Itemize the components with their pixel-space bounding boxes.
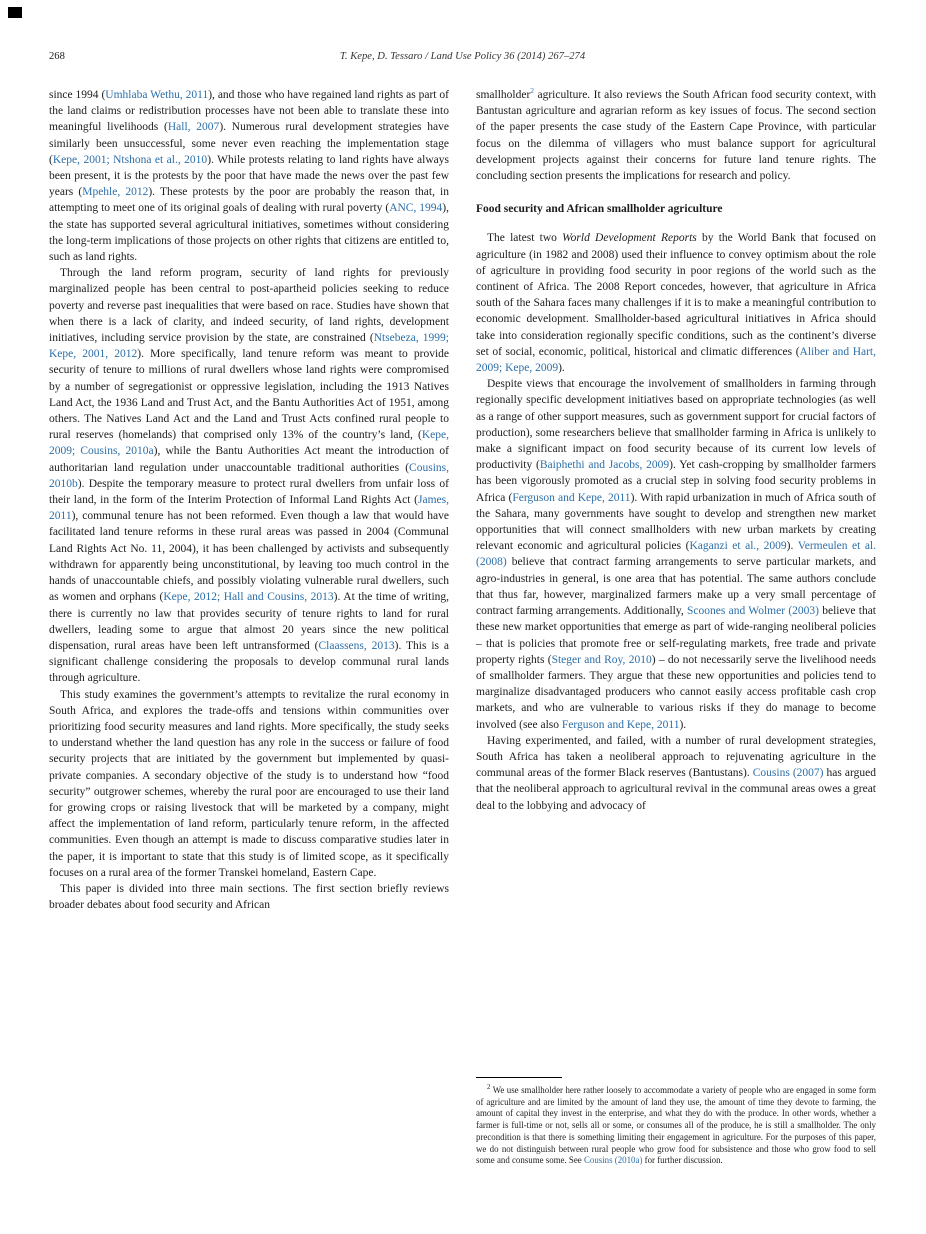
paragraph — [476, 733, 876, 814]
citation-link[interactable]: Scoones and Wolmer (2003) — [687, 605, 819, 618]
paragraph — [476, 230, 876, 376]
text-run: ). With rapid urbanization in much of Africa south of the Sahara, many governments have sought to develop and strengthen new market opportunities that will connect smallholders with new urban markets by creating relevant economic and agricultural policies ( — [476, 491, 876, 553]
text-run: ). — [558, 362, 565, 375]
text-run: agriculture. It also reviews the South African food security context, with Bantustan agriculture and agrarian reform as key issues of focus. The second section of the paper presents the case study of the Eastern Cape Province, with particular focus on the dilemma of villagers who must balance support for agricultural development projects against their concerns for future land tenure rights. The concluding section presents the implications for research and policy. — [476, 89, 876, 183]
italic-title: World Development Reports — [562, 232, 697, 245]
text-run: ), communal tenure has not been reformed. Even though a law that would have facilitated land tenure reforms in these rural areas was passed in 2004 (Communal Land Rights Act No. 11, 2004), it has been challenged by activists and subsequently withdrawn for apparently being unconstitutional, by leaving too much control in the hands of unaccountable chiefs, and possibly violating vulnerable rural dwellers, such as women and orphans ( — [49, 510, 449, 604]
citation-link[interactable]: Ferguson and Kepe, 2011 — [561, 718, 680, 731]
paragraph — [49, 881, 449, 913]
text-run: ). — [679, 718, 687, 731]
citation-link[interactable]: ANC, 1994 — [389, 202, 443, 215]
citation-link[interactable]: Kepe, 2009; Cousins, 2010a — [49, 429, 449, 458]
paragraph — [49, 87, 449, 265]
text-run: ). At the time of writing, there is currently no law that provides security of tenure rights to land for rural dwellers, leading some to argue that almost 20 years since the new political dispensation, rural areas have been left untransformed ( — [49, 591, 450, 652]
paragraph — [476, 376, 876, 732]
right-column — [476, 87, 876, 1167]
footnote-body — [476, 1085, 876, 1165]
citation-link[interactable]: James, 2011 — [49, 494, 449, 523]
citation-link[interactable]: Mpehle, 2012 — [82, 186, 149, 199]
citation-link[interactable]: Vermeulen et al. (2008) — [476, 540, 876, 569]
article-body — [49, 87, 876, 1167]
citation-link[interactable]: Kaganzi et al., 2009 — [689, 540, 787, 553]
corner-mark — [8, 7, 22, 18]
page-sheet — [49, 0, 876, 1167]
citation-link[interactable]: Claassens, 2013 — [318, 639, 395, 652]
citation-link[interactable]: Steger and Roy, 2010 — [551, 653, 652, 666]
footnote — [476, 1077, 876, 1167]
text-run: ). While protests relating to land rights have always been present, it is the protests by the poor that have made the news over the past few years ( — [49, 153, 449, 199]
text-run: believe that these new market opportunities that emerge as part of wide-ranging neoliberal policies – that is policies that promote free or self-regulating markets, free trade and private property rights ( — [476, 605, 876, 666]
section-heading: Food security and African smallholder agriculture — [476, 203, 723, 216]
right-column-body — [476, 87, 876, 814]
citation-link[interactable]: Baiphethi and Jacobs, 2009 — [539, 459, 670, 472]
text-run: Having experimented, and failed, with a number of rural development strategies, South Africa has taken a neoliberal approach to rejuvenating agriculture in the communal areas of the former Black reserves (Bantustans). — [476, 734, 876, 780]
text-run: We use smallholder here rather loosely to accommodate a variety of people who are engaged in some form of agriculture and are limited by the amount of land they use, the amount of time they devote to farming, the amount of capital they invest in the enterprise, and what they do with the produce. In other words, whether a farmer is full-time or not, sells all or some, or consumes all of the produce, he is still a smallholder. The only precondition is that there is something limiting their engagement in agriculture. For the purposes of this paper, we do not distinguish between rural people who grow food for subsistence and those who grow food to sell some and consume some. See — [476, 1085, 876, 1166]
text-run: for further discussion. — [642, 1155, 723, 1166]
text-run: ), while the Bantu Authorities Act meant the introduction of authoritarian land regulation under unaccountable traditional authorities ( — [49, 445, 450, 474]
text-run: ). Numerous rural development strategies have similarly been unsuccessful, some never even reaching the implementation stage ( — [49, 121, 449, 166]
text-run: ). This is a significant challenge considering the proposals to develop communal rural lands through agriculture. — [49, 639, 450, 685]
text-run: ). Despite the temporary measure to protect rural dwellers from unfair loss of their land, in the form of the Interim Protection of Informal Land Rights Act ( — [49, 477, 449, 507]
text-run: Through the land reform program, security of land rights for previously marginalized people has been central to post-apartheid policies seeking to reduce poverty and reverse past inequalities that were based on race. Studies have shown that when there is a lack of clarity, and indeed security, of land rights, development initiatives, including service provision by the state, are constrained ( — [49, 267, 449, 345]
citation-link[interactable]: Ntsebeza, 1999; Kepe, 2001, 2012 — [49, 332, 449, 361]
citation-link[interactable]: Cousins, 2010b — [49, 461, 449, 490]
citation-link[interactable]: Cousins (2007) — [752, 767, 824, 780]
page-header — [49, 51, 876, 65]
footnote-mark: 2 — [487, 1084, 491, 1092]
footnote-text — [476, 1085, 876, 1167]
citation-link[interactable]: Aliber and Hart, 2009; Kepe, 2009 — [476, 345, 876, 375]
text-run: ). More specifically, land tenure reform was meant to provide security of tenure to millions of rural dwellers whose land rights were compromised by a number of segregationist or oppressive legislation, including the 1913 Natives Land Act, the 1936 Land and Trust Act, and the Bantu Authorities Act of 1951, among others. The Natives Land Act and the Land and Trust Acts confined rural people to rural reserves (homelands) that comprised only 13% of the country’s land, ( — [49, 348, 449, 442]
text-run: believe that contract farming arrangements to serve particular markets, and agro-industries in general, is one area that has potential. The same authors conclude that thus far, however, marginalized farmers make up a very small percentage of contract farming arrangements. Additionally, — [476, 556, 876, 618]
text-run: has argued that the neoliberal approach to agricultural revival in the communal areas owes a great deal to the lobbying and advocacy of — [476, 767, 876, 812]
paragraph — [49, 687, 449, 881]
citation-link[interactable]: Kepe, 2001; Ntshona et al., 2010 — [52, 153, 208, 166]
page-number: 268 — [49, 51, 65, 62]
text-run: Despite views that encourage the involvement of smallholders in farming through regionally specific development initiatives based on appropriate technologies (as well as a range of other support measures, such as government support for crucial factors of production), some researchers believe that smallholder farming in Africa is unlikely to make a significant impact on food security because of its current low levels of productivity ( — [476, 378, 876, 472]
footnote-ref[interactable]: 2 — [530, 86, 535, 96]
citation-link[interactable]: Kepe, 2012; Hall and Cousins, 2013 — [163, 591, 334, 604]
citation-link[interactable]: Umhlaba Wethu, 2011 — [105, 89, 209, 101]
running-head: T. Kepe, D. Tessaro / Land Use Policy 36 (2014) 267–274 — [339, 51, 586, 62]
text-run: smallholder — [476, 89, 531, 101]
citation-link[interactable]: Ferguson and Kepe, 2011 — [512, 491, 631, 504]
text-run: ), and those who have regained land rights as part of the land claims or redistribution processes have not been able to translate these into meaningful livelihoods ( — [49, 89, 449, 134]
text-run: by the World Bank that focused on agriculture (in 1982 and 2008) used their influence to convey optimism about the role of agriculture in providing food security in poor regions of the world such as the continent of Africa. The 2008 Report concedes, however, that agriculture in Africa south of the Sahara faces many challenges if it is to make a meaningful contribution to economic development. Smallholder-based agricultural initiatives in Africa should take into consideration regionally specific conditions, such as the continent’s diverse set of social, economic, political, historical and climatic differences ( — [476, 232, 876, 358]
text-run: This study examines the government’s attempts to revitalize the rural economy in South Africa, and explores the trade-offs and tensions within communities over prioritizing food security measures and land rights. More specifically, the study seeks to understand whether the land question has any role in the success or failure of food security projects that are initiated by the government but implemented by quasi-private companies. A secondary objective of the study is to understand how “food security” outgrower schemes, whereby the rural poor are encouraged to use their land for growing crops or raising livestock that will be marketed by a company, might affect the implementation of land reform, particularly tenure reform, in the affected communities. Even though an attempt is made to discuss comparative studies later in the paper, it is important to state that this study is of limited scope, as it specifically focuses on a rural area of the former Transkei homeland, Eastern Cape. — [49, 688, 449, 879]
footnote-divider — [476, 1077, 562, 1078]
text-run: ) – do not necessarily serve the livelihood needs of smallholder farmers. They argue that these new opportunities and policies tend to marginalize disadvantaged producers who cannot easily access profitable cash crop markets, and who are vulnerable to various risks if they do manage to become involved (see also — [476, 653, 876, 731]
text-run: ). — [786, 540, 798, 553]
citation-link[interactable]: Cousins (2010a) — [583, 1155, 643, 1166]
text-run: ). Yet cash-cropping by smallholder farmers has been vigorously promoted as a crucial step in solving food security problems in Africa ( — [476, 459, 876, 504]
text-run: ), the state has supported several agricultural initiatives, sometimes without considering the long-term implications of those projects on other rights that citizens are entitled to, such as land rights. — [49, 202, 449, 264]
text-run: ). These protests by the poor are probably the reason that, in attempting to meet one of its original goals of dealing with rural poverty ( — [49, 186, 450, 215]
paragraph — [476, 87, 876, 184]
text-run: The latest two — [487, 232, 563, 245]
citation-link[interactable]: Hall, 2007 — [167, 121, 220, 134]
paragraph — [49, 265, 449, 686]
text-run: since 1994 ( — [49, 89, 106, 101]
text-run: This paper is divided into three main sections. The first section briefly reviews broader debates about food security and African — [49, 882, 449, 912]
left-column — [49, 87, 449, 1167]
